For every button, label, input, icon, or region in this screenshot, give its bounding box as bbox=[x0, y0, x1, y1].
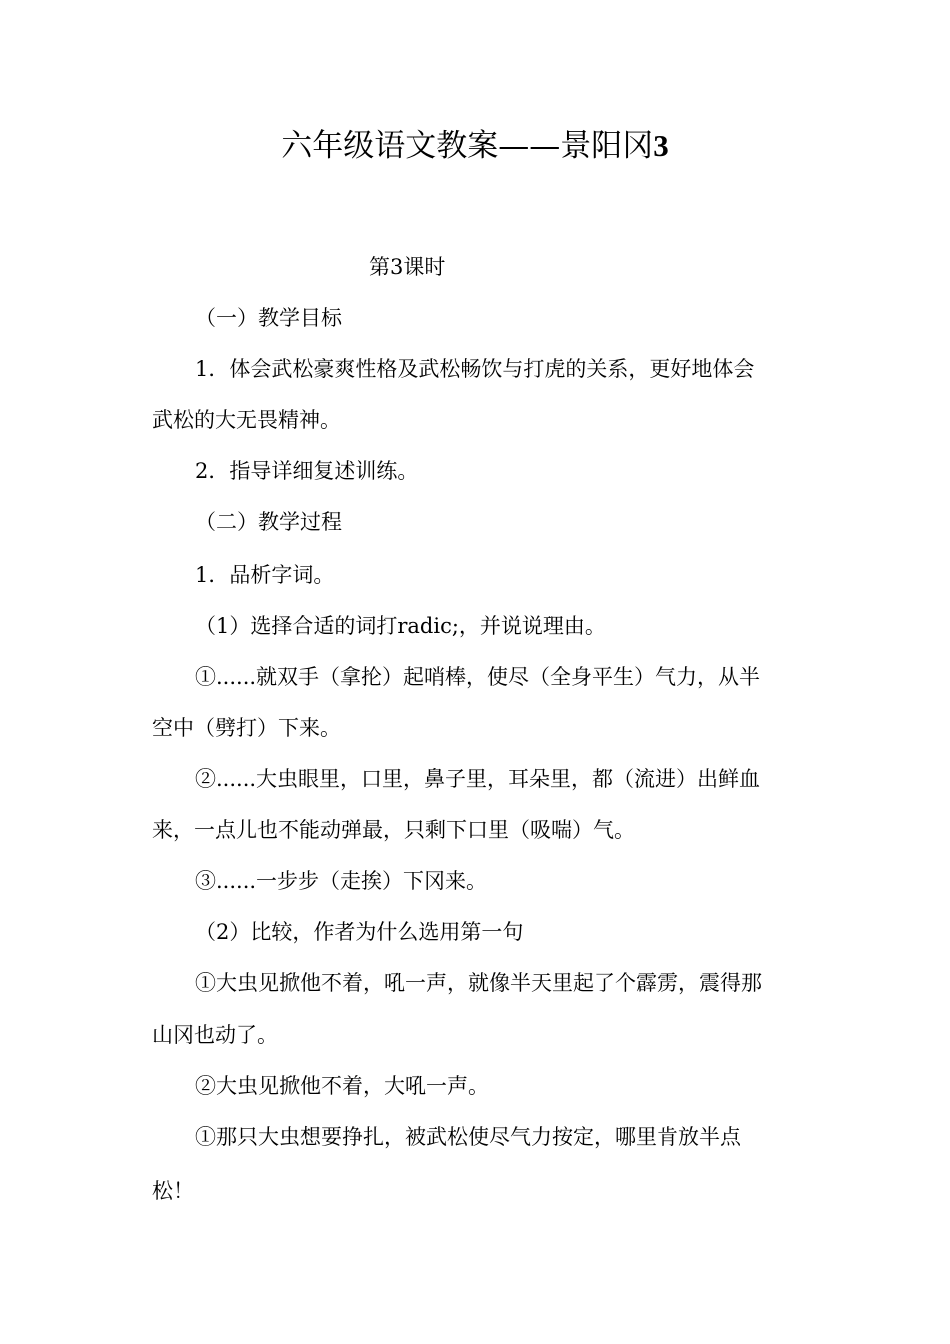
paragraph-line: 空中（劈打）下来。 bbox=[152, 716, 341, 740]
paragraph-line: ①大虫见掀他不着，吼一声，就像半天里起了个霹雳，震得那 bbox=[195, 971, 762, 995]
section-heading-goals: （一）教学目标 bbox=[195, 306, 342, 330]
paragraph-line: 来，一点儿也不能动弹最，只剩下口里（吸喘）气。 bbox=[152, 818, 635, 842]
document-title-number: 3 bbox=[653, 128, 669, 163]
paragraph-line: （2）比较，作者为什么选用第一句 bbox=[195, 920, 524, 944]
paragraph-line: ②......大虫眼里，口里，鼻子里，耳朵里，都（流进）出鲜血 bbox=[195, 767, 761, 791]
paragraph-line: ③......一步步（走挨）下冈来。 bbox=[195, 869, 488, 893]
paragraph-line: 1．品析字词。 bbox=[195, 563, 335, 587]
paragraph-line: （1）选择合适的词打radic;，并说说理由。 bbox=[195, 614, 606, 638]
paragraph-line: 2．指导详细复述训练。 bbox=[195, 459, 419, 483]
paragraph-line: ①......就双手（拿抡）起哨棒，使尽（全身平生）气力，从半 bbox=[195, 665, 761, 689]
section-heading-process: （二）教学过程 bbox=[195, 510, 342, 534]
document-title bbox=[0, 122, 950, 170]
document-title-main: 六年级语文教案——景阳冈 bbox=[281, 128, 654, 164]
paragraph-line: ②大虫见掀他不着，大吼一声。 bbox=[195, 1074, 489, 1098]
paragraph-line: 山冈也动了。 bbox=[152, 1023, 278, 1047]
paragraph-line: ①那只大虫想要挣扎，被武松使尽气力按定，哪里肯放半点 bbox=[195, 1125, 741, 1149]
paragraph-line: 1．体会武松豪爽性格及武松畅饮与打虎的关系，更好地体会 bbox=[195, 357, 755, 381]
lesson-period: 第3课时 bbox=[369, 255, 446, 279]
paragraph-line: 松！ bbox=[152, 1179, 194, 1203]
paragraph-line: 武松的大无畏精神。 bbox=[152, 408, 341, 432]
